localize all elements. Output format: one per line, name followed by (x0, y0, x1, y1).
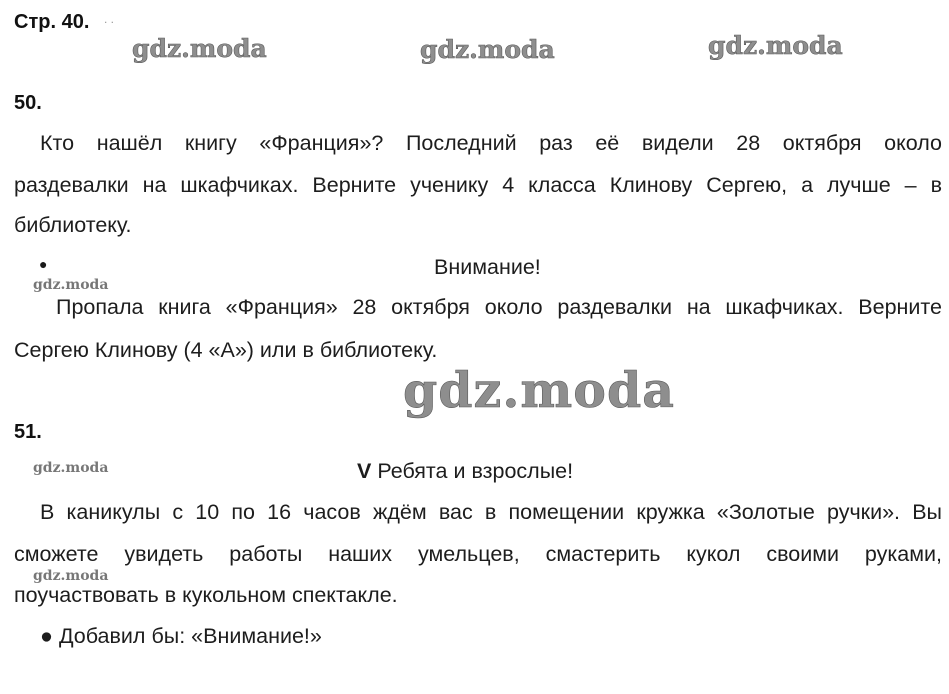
exercise-51-number: 51. (14, 421, 42, 443)
watermark: gdz.moda (33, 568, 109, 584)
watermark: gdz.moda (33, 460, 109, 476)
exercise-51-line-2: сможете увидеть работы наших умельцев, смастерить кукол своими руками, (14, 542, 942, 566)
watermark: gdz.moda (708, 31, 843, 60)
exercise-51-line-1: В каникулы с 10 по 16 часов ждём вас в помещении кружка «Золотые ручки». Вы (40, 500, 942, 524)
bullet: ● (39, 256, 48, 272)
notice-line-2: Сергею Клинову (4 «А») или в библиотеку. (14, 338, 438, 362)
checkmark-v: V (357, 459, 372, 483)
watermark: gdz.moda (403, 361, 675, 419)
watermark: gdz.moda (420, 35, 555, 64)
exercise-51-title (357, 459, 573, 484)
page-label-dots: . . (104, 12, 115, 26)
exercise-51-addition: ● Добавил бы: «Внимание!» (40, 624, 322, 648)
notice-title: Внимание! (434, 255, 541, 279)
watermark: gdz.moda (132, 34, 267, 63)
exercise-50-line-2: раздевалки на шкафчиках. Верните ученику 4 класса Клинову Сергею, а лучше – в (14, 173, 942, 197)
exercise-50-line-3: библиотеку. (14, 213, 132, 237)
exercise-51-line-3: поучаствовать в кукольном спектакле. (14, 583, 398, 607)
page-label: Стр. 40. (14, 11, 90, 33)
watermark: gdz.moda (33, 277, 109, 293)
exercise-51-title-text: Ребята и взрослые! (377, 459, 574, 483)
notice-line-1: Пропала книга «Франция» 28 октября около раздевалки на шкафчиках. Верните (56, 295, 942, 319)
exercise-50-line-1: Кто нашёл книгу «Франция»? Последний раз её видели 28 октября около (40, 131, 942, 155)
exercise-50-number: 50. (14, 92, 42, 114)
